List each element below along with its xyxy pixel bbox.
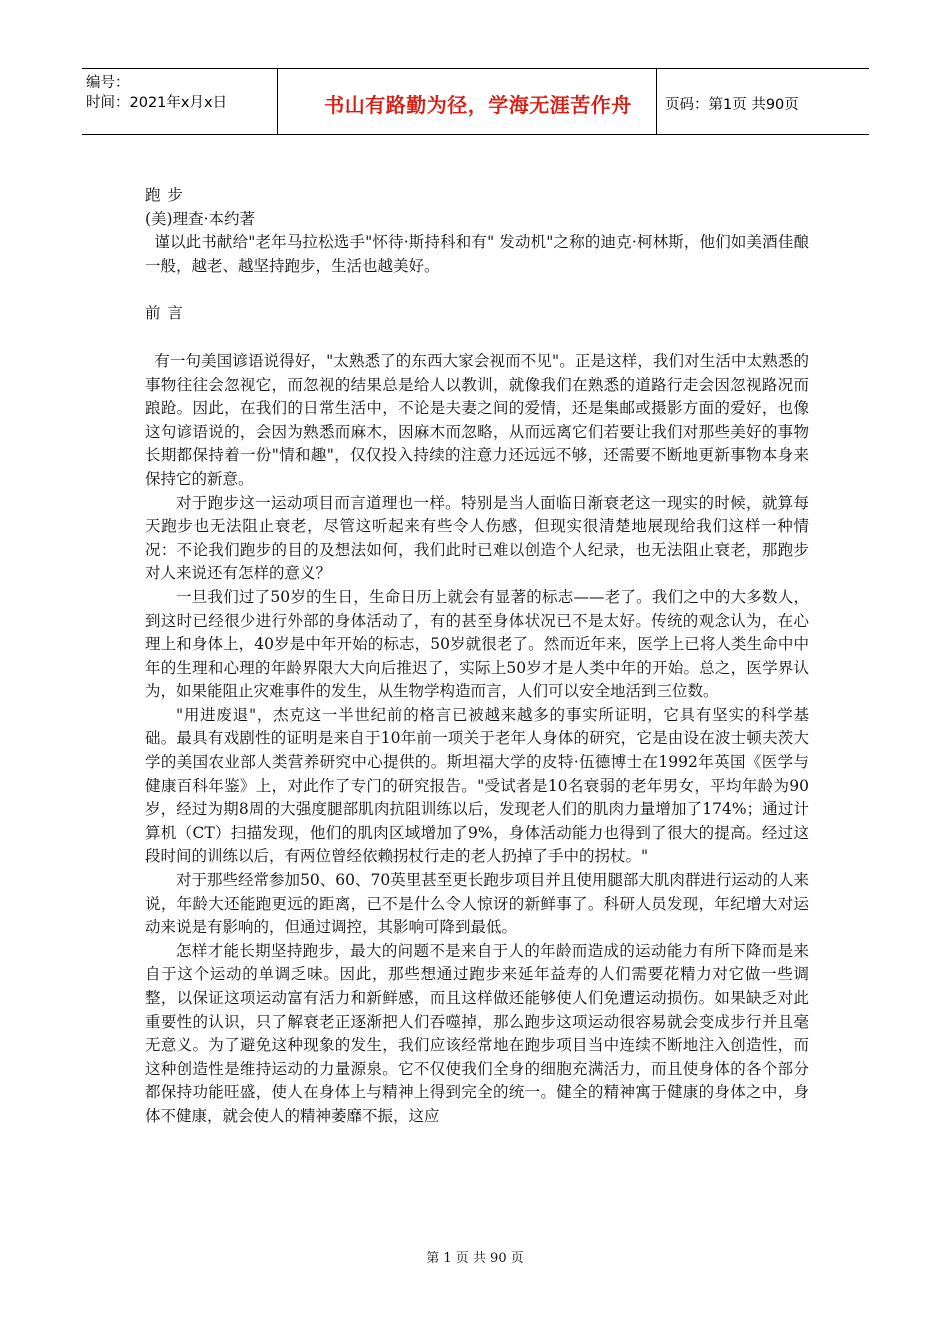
header-code-label: 编号：: [86, 75, 130, 91]
doc-author: (美)理查·本约著: [145, 209, 256, 228]
paragraph: 怎样才能长期坚持跑步，最大的问题不是来自于人的年龄而造成的运动能力有所下降而是来自于这个运动的单调乏味。因此，那些想通过跑步来延年益寿的人们需要花精力对它做一些调整，以保证这项运动富有活力和新鲜感，而且这样做还能够使人们免遭运动损伤。如果缺乏对此重要性的认识，只了解衰老正逐渐把人们吞噬掉，那么跑步这项运动很容易就会变成步行并且毫无意义。为了避免这种现象的发生，我们应该经常地在跑步项目当中连续不断地注入创造性，而这种创造性是维持运动的力量源泉。它不仅使我们全身的细胞充满活力，而且使身体的各个部分都保持功能旺盛，使人在身体上与精神上得到完全的统一。健全的精神寓于健康的身体之中，身体不健康，就会使人的精神萎靡不振，这应: [145, 941, 809, 1125]
header-divider-left: [277, 69, 278, 134]
document-body: [145, 184, 809, 1129]
paragraph: 对于那些经常参加50、60、70英里甚至更长跑步项目并且使用腿部大肌肉群进行运动的人来说，年龄大还能跑更远的距离，已不是什么令人惊讶的新鲜事了。科研人员发现，年纪增大对运动来说是有影响的，但通过调控，其影响可降到最低。: [145, 871, 809, 937]
header-page-info: 页码：第1页 共90页: [665, 97, 799, 113]
paragraph: 有一句美国谚语说得好，"太熟悉了的东西大家会视而不见"。正是这样，我们对生活中太熟悉的事物往往会忽视它，而忽视的结果总是给人以教训，就像我们在熟悉的道路行走会因忽视路况而踉跄。因此，在我们的日常生活中，不论是夫妻之间的爱情，还是集邮或摄影方面的爱好，也像这句谚语说的，会因为熟悉而麻木，因麻木而忽略，从而远离它们若要让我们对那些美好的事物长期都保持着一份"情和趣"，仅仅投入持续的注意力还远远不够，还需要不断地更新事物本身来保持它的新意。: [145, 351, 809, 488]
header-divider-right: [656, 69, 657, 134]
paragraph: 对于跑步这一运动项目而言道理也一样。特别是当人面临日渐衰老这一现实的时候，就算每天跑步也无法阻止衰老，尽管这听起来有些令人伤感，但现实很清楚地展现给我们这样一种情况：不论我们跑步的目的及想法如何，我们此时已难以创造个人纪录，也无法阻止衰老，那跑步对人来说还有怎样的意义？: [145, 493, 809, 583]
header-meta: [86, 73, 227, 113]
doc-title: 跑 步: [145, 186, 184, 204]
paragraph: 一旦我们过了50岁的生日，生命日历上就会有显著的标志——老了。我们之中的大多数人，到这时已经很少进行外部的身体活动了，有的甚至身体状况已不是太好。传统的观念认为，在心理上和身体上，40岁是中年开始的标志，50岁就很老了。然而近年来，医学上已将人类生命中中年的生理和心理的年龄界限大大向后推迟了，实际上50岁才是人类中年的开始。总之，医学界认为，如果能阻止灾难事件的发生，从生物学构造而言，人们可以安全地活到三位数。: [145, 587, 809, 701]
page-header: [82, 68, 869, 135]
header-motto: 书山有路勤为径，学海无涯苦作舟: [324, 93, 632, 117]
page-footer: 第 1 页 共 90 页: [426, 1251, 524, 1266]
doc-dedication: 谨以此书献给"老年马拉松选手"怀待·斯持科和有" 发动机"之称的迪克·柯林斯，他们如美酒佳酿一般，越老、越坚持跑步，生活也越美好。: [145, 233, 809, 275]
preface-heading: 前 言: [145, 304, 184, 323]
paragraph: "用进废退"，杰克这一半世纪前的格言已被越来越多的事实所证明，它具有坚实的科学基础。最具有戏剧性的证明是来自于10年前一项关于老年人身体的研究，它是由设在波士顿夫茨大学的美国农业部人类营养研究中心提供的。斯坦福大学的皮特·伍德博士在1992年英国《医学与健康百科年鉴》上，对此作了专门的研究报告。"受试者是10名衰弱的老年男女，平均年龄为90岁，经过为期8周的大强度腿部肌肉抗阻训练以后，发现老人们的肌肉力量增加了174%；通过计算机（CT）扫描发现，他们的肌肉区域增加了9%，身体活动能力也得到了很大的提高。经过这段时间的训练以后，有两位曾经依赖拐杖行走的老人扔掉了手中的拐杖。": [145, 705, 809, 866]
header-time-label: 时间：2021年x月x日: [86, 95, 228, 111]
